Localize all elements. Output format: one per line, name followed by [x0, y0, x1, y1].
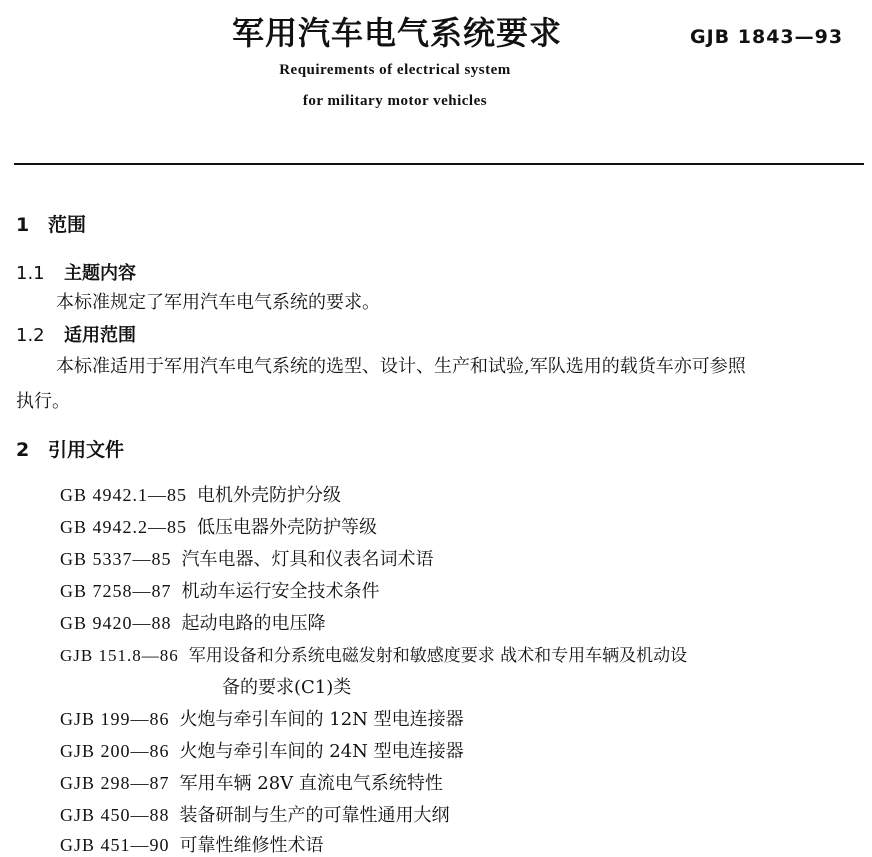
reference-code: GB 7258—87 — [60, 581, 172, 601]
section-1-2-heading — [16, 321, 136, 347]
reference-item — [60, 641, 687, 666]
section-number: 1.1 — [16, 263, 45, 284]
reference-title: 低压电器外壳防护等级 — [197, 517, 378, 538]
standard-code: GJB 1843—93 — [690, 26, 844, 48]
reference-code: GJB 151.8—86 — [60, 646, 179, 665]
reference-title: 汽车电器、灯具和仪表名词术语 — [181, 549, 434, 570]
reference-item — [60, 705, 464, 731]
reference-title: 军用设备和分系统电磁发射和敏感度要求 战术和专用车辆及机动设 — [188, 646, 688, 666]
reference-item — [60, 737, 464, 763]
reference-title: 军用车辆 28V 直流电气系统特性 — [179, 773, 443, 794]
reference-code: GJB 450—88 — [60, 805, 170, 825]
reference-item — [60, 513, 377, 539]
reference-code: GJB 451—90 — [60, 835, 170, 855]
section-number: 1 — [16, 214, 30, 236]
section-2-heading — [16, 435, 124, 462]
reference-code: GB 4942.2—85 — [60, 517, 188, 537]
section-1-2-text-line-1: 本标准适用于军用汽车电气系统的选型、设计、生产和试验,军队选用的载货车亦可参照 — [56, 356, 746, 377]
reference-code: GJB 298—87 — [60, 773, 170, 793]
reference-title: 可靠性维修性术语 — [179, 835, 324, 856]
document-title: 军用汽车电气系统要求 — [231, 14, 562, 52]
reference-code: GB 9420—88 — [60, 613, 172, 633]
section-1-1-text: 本标准规定了军用汽车电气系统的要求。 — [56, 292, 380, 313]
english-title-line-1: Requirements of electrical system — [279, 62, 511, 78]
reference-title: 机动车运行安全技术条件 — [181, 581, 380, 602]
section-title: 主题内容 — [64, 263, 136, 284]
section-number: 2 — [16, 439, 30, 461]
reference-title: 火炮与牵引车间的 12N 型电连接器 — [179, 709, 464, 730]
reference-code: GJB 200—86 — [60, 741, 170, 761]
reference-item — [60, 545, 434, 571]
reference-item — [60, 481, 341, 507]
section-1-2-text-line-2: 执行。 — [16, 391, 70, 412]
reference-title-continuation: 备的要求(C1)类 — [222, 677, 352, 698]
reference-item — [60, 769, 443, 795]
section-title: 范围 — [48, 214, 87, 236]
section-1-heading — [16, 210, 86, 237]
reference-item — [60, 577, 380, 603]
header-divider — [14, 163, 864, 165]
reference-title: 起动电路的电压降 — [181, 613, 326, 634]
section-title: 引用文件 — [48, 439, 125, 461]
section-1-1-heading — [16, 259, 136, 285]
reference-item — [60, 609, 326, 635]
reference-title: 装备研制与生产的可靠性通用大纲 — [179, 805, 450, 826]
section-number: 1.2 — [16, 325, 45, 346]
section-title: 适用范围 — [64, 325, 136, 346]
reference-code: GJB 199—86 — [60, 709, 170, 729]
reference-item — [60, 831, 324, 857]
reference-code: GB 5337—85 — [60, 549, 172, 569]
english-title-line-2: for military motor vehicles — [302, 93, 488, 109]
reference-item — [60, 801, 450, 827]
reference-title: 火炮与牵引车间的 24N 型电连接器 — [179, 741, 464, 762]
reference-title: 电机外壳防护分级 — [197, 485, 342, 506]
reference-code: GB 4942.1—85 — [60, 485, 188, 505]
